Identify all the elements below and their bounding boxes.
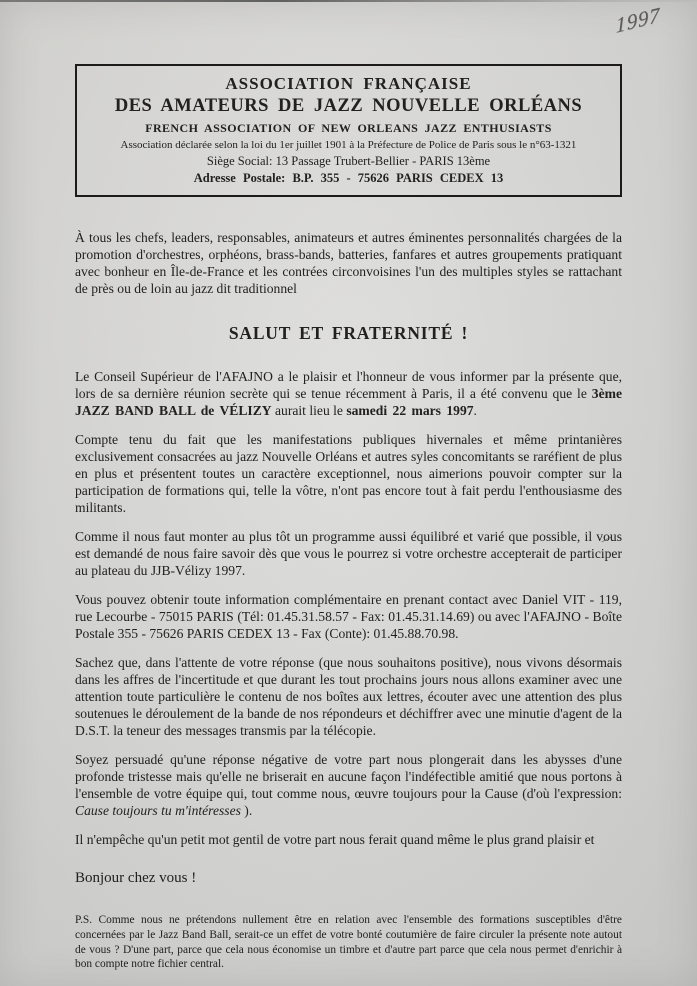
closing-line: Bonjour chez vous ! <box>75 870 197 887</box>
handwritten-year-note: 1997 <box>615 2 661 38</box>
expression-italic: Cause toujours tu m'intéresses <box>75 803 241 819</box>
context-paragraph: Compte tenu du fait que les manifestations publiques hivernales et même printanières exclusivement consacrées au jazz Nouvelle Orléans et autres syles concomitants se raréfient de plus en plus et présentent toutes un caractère exceptionnel, nous aimerions pouvoir compter sur la participation de formations qui, telle la vôtre, n'ont pas encore tout à fait perdu l'enthousiasme des militants. <box>75 432 622 516</box>
letter-headline: SALUT ET FRATERNITÉ ! <box>228 323 469 344</box>
postscript-paragraph: P.S. Comme nous ne prétendons nullement être en relation avec l'ensemble des formations susceptibles d'être concernées par le Jazz Band Ball, serait-ce un effet de votre bonté coutumière de faire circuler la présente note autout de vous ? D'une part, parce que cela nous économise un timbre et d'autre part parce que cela nous permet d'enrichir à bon compte notre fichier central. <box>75 914 622 971</box>
programme-paragraph: Comme il nous faut monter au plus tôt un programme aussi équilibré et varié que possible, il vous est demandé de nous faire savoir dès que vous le pourrez si votre orchestre accepterait de participer au plateau du JJB-Vélizy 1997. <box>75 529 622 579</box>
attente-paragraph: Sachez que, dans l'attente de votre réponse (que nous souhaitons positive), nous vivons désormais dans les affres de l'incertitude et que durant les tout prochains jours nous allons examiner avec une attention toute particulière le contenu de nos boîtes aux lettres, écouter avec une attention des plus soutenues le déroulement de la bande de nos répondeurs et déchiffrer avec une minutie d'agent de la D.S.T. la teneur des messages transmis par la télécopie. <box>75 655 622 739</box>
postal-address-line: Adresse Postale: B.P. 355 - 75626 PARIS CEDEX 13 <box>193 170 504 185</box>
reponse-text-2: ). <box>240 803 253 819</box>
event-name-bold: 3ème JAZZ BAND BALL de VÉLIZY <box>75 386 622 419</box>
announcement-text-1: Le Conseil Supérieur de l'AFAJNO a le plaisir et l'honneur de vous informer par la présente que, lors de sa dernière réunion secrète qui se tenue récemment à Paris, il a été convenu que le <box>75 369 622 402</box>
letterhead-box <box>75 64 622 197</box>
head-office-line: Siège Social: 13 Passage Trubert-Bellier - PARIS 13ème <box>206 154 491 169</box>
registration-line: Association déclarée selon la loi du 1er juillet 1901 à la Préfecture de Police de Paris sous le n°63-1321 <box>120 139 577 152</box>
announcement-paragraph <box>75 368 622 419</box>
announcement-text-3: . <box>473 403 477 419</box>
org-name-fr-line2: DES AMATEURS DE JAZZ NOUVELLE ORLÉANS <box>114 96 583 117</box>
announcement-text-2: aurait lieu le <box>271 403 347 419</box>
petit-mot-paragraph: Il n'empêche qu'un petit mot gentil de votre part nous ferait quand même le plus grand plaisir et <box>75 832 595 848</box>
reponse-paragraph <box>75 751 622 819</box>
reponse-text-1: Soyez persuadé qu'une réponse négative de votre part nous plongerait dans les abysses d'une profonde tristesse mais qu'elle ne briserait en aucune façon l'indéfectible amitié que nous portons à l'ensemble de votre équipe qui, tout comme nous, œuvre toujours pour la Cause (d'où l'expression: <box>75 752 622 802</box>
org-name-en: FRENCH ASSOCIATION OF NEW ORLEANS JAZZ ENTHUSIASTS <box>145 121 552 136</box>
contact-paragraph: Vous pouvez obtenir toute information complémentaire en prenant contact avec Daniel VIT - 119, rue Lecourbe - 75015 PARIS (Tél: 01.45.31.58.57 - Fax: 01.45.31.14.69) ou avec l'AFAJNO - Boîte Postale 355 - 75626 PARIS CEDEX 13 - Fax (Conte): 01.45.88.70.98. <box>75 592 622 642</box>
event-date-bold: samedi 22 mars 1997 <box>346 403 474 419</box>
org-name-fr-line1: ASSOCIATION FRANÇAISE <box>225 74 472 93</box>
letter-content <box>75 0 622 983</box>
addressee-paragraph: À tous les chefs, leaders, responsables, animateurs et autres éminentes personnalités chargées de la promotion d'orchestres, orphéons, brass-bands, batteries, fanfares et autres groupements pratiquant avec bonheur en Île-de-France et les contrées circonvoisines l'un des multiples styles se rattachant de près ou de loin au jazz dit traditionnel <box>75 230 622 297</box>
